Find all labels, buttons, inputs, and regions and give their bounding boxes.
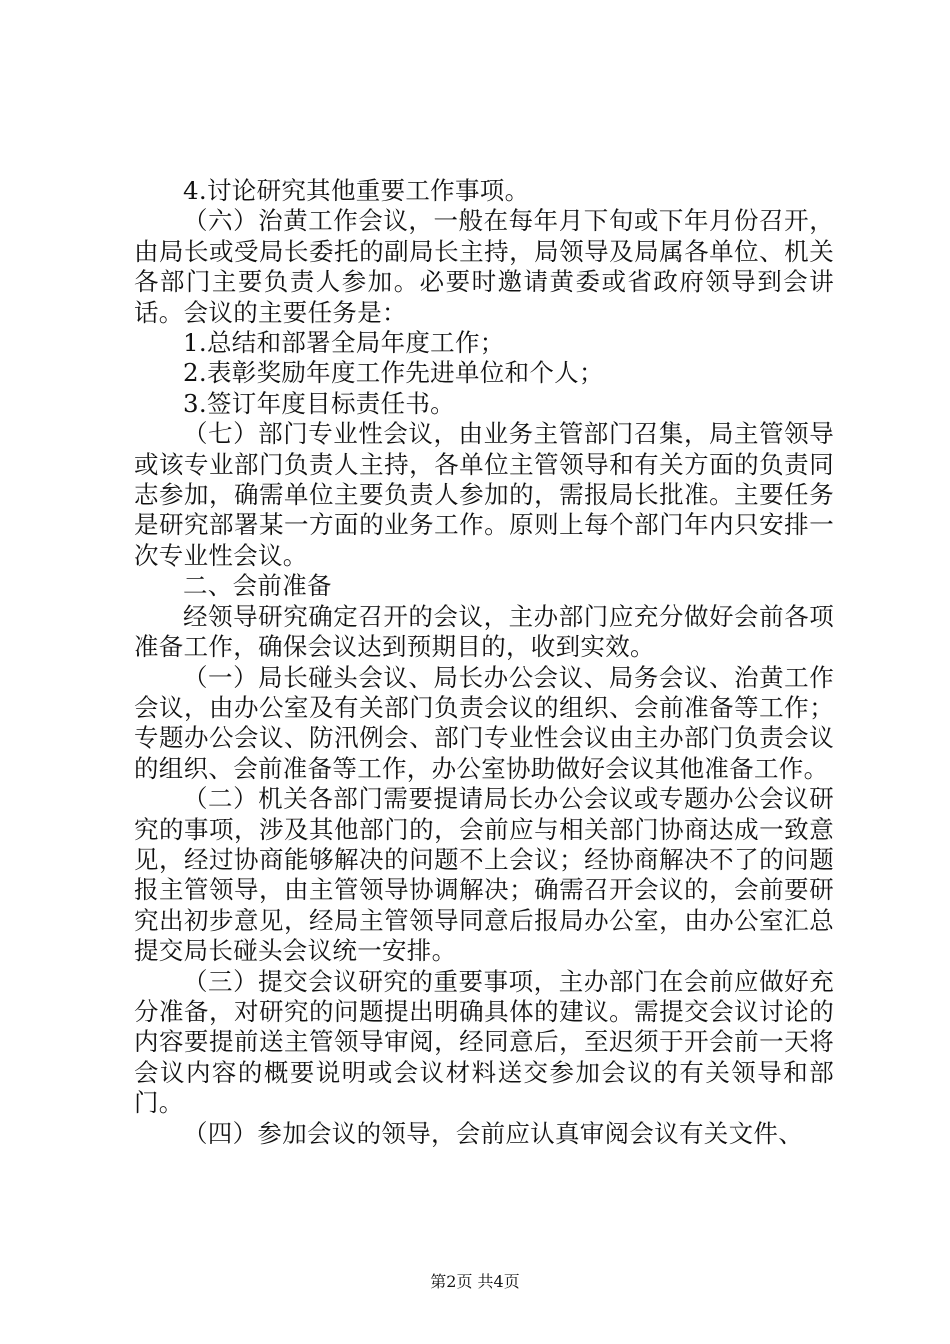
list-item-commend-advanced-units: 2.表彰奖励年度工作先进单位和个人； [183,358,604,388]
page-footer: 第2页 共4页 [430,1272,520,1291]
paragraph-preparation-item-4: （四）参加会议的领导，会前应认真审阅会议有关文件、 [183,1118,803,1148]
paragraph-department-professional-meeting: （七）部门专业性会议，由业务主管部门召集，局主管领导或该专业部门负责人主持，各单位主管领导和有关方面的负责同志参加，确需单位主要负责人参加的，需报局长批准。主要任务是研究部署某一方面的业务工作。原则上每个部门年内只安排一次专业性会议。 [134,419,834,570]
list-item-discuss-other-matters: 4.讨论研究其他重要工作事项。 [183,176,530,205]
paragraph-preparation-item-2: （二）机关各部门需要提请局长办公会议或专题办公会议研究的事项，涉及其他部门的，会前应与相关部门协商达成一致意见，经过协商能够解决的问题不上会议；经协商解决不了的问题报主管领导，由主管领导协调解决；确需召开会议的，会前要研究出初步意见，经局主管领导同意后报局办公室，由办公室汇总提交局长碰头会议统一安排。 [134,784,834,966]
document-body [134,176,834,1149]
paragraph-river-management-meeting: （六）治黄工作会议，一般在每年月下旬或下年月份召开，由局长或受局长委托的副局长主持，局领导及局属各单位、机关各部门主要负责人参加。必要时邀请黄委或省政府领导到会讲话。会议的主要任务是： [134,206,834,327]
list-item-sign-responsibility-letter: 3.签订年度目标责任书。 [183,388,455,418]
list-item-summarize-annual-work: 1.总结和部署全局年度工作； [183,328,505,358]
paragraph-preparation-intro: 经领导研究确定召开的会议，主办部门应充分做好会前各项准备工作，确保会议达到预期目的，收到实效。 [134,601,834,662]
paragraph-preparation-item-3: （三）提交会议研究的重要事项，主办部门在会前应做好充分准备，对研究的问题提出明确具体的建议。需提交会议讨论的内容要提前送主管领导审阅，经同意后，至迟须于开会前一天将会议内容的概要说明或会议材料送交参加会议的有关领导和部门。 [134,966,834,1118]
section-heading-pre-meeting-preparation: 二、会前准备 [183,571,332,601]
paragraph-preparation-item-1: （一）局长碰头会议、局长办公会议、局务会议、治黄工作会议，由办公室及有关部门负责会议的组织、会前准备等工作；专题办公会议、防汛例会、部门专业性会议由主办部门负责会议的组织、会前准备等工作，办公室协助做好会议其他准备工作。 [134,662,834,783]
